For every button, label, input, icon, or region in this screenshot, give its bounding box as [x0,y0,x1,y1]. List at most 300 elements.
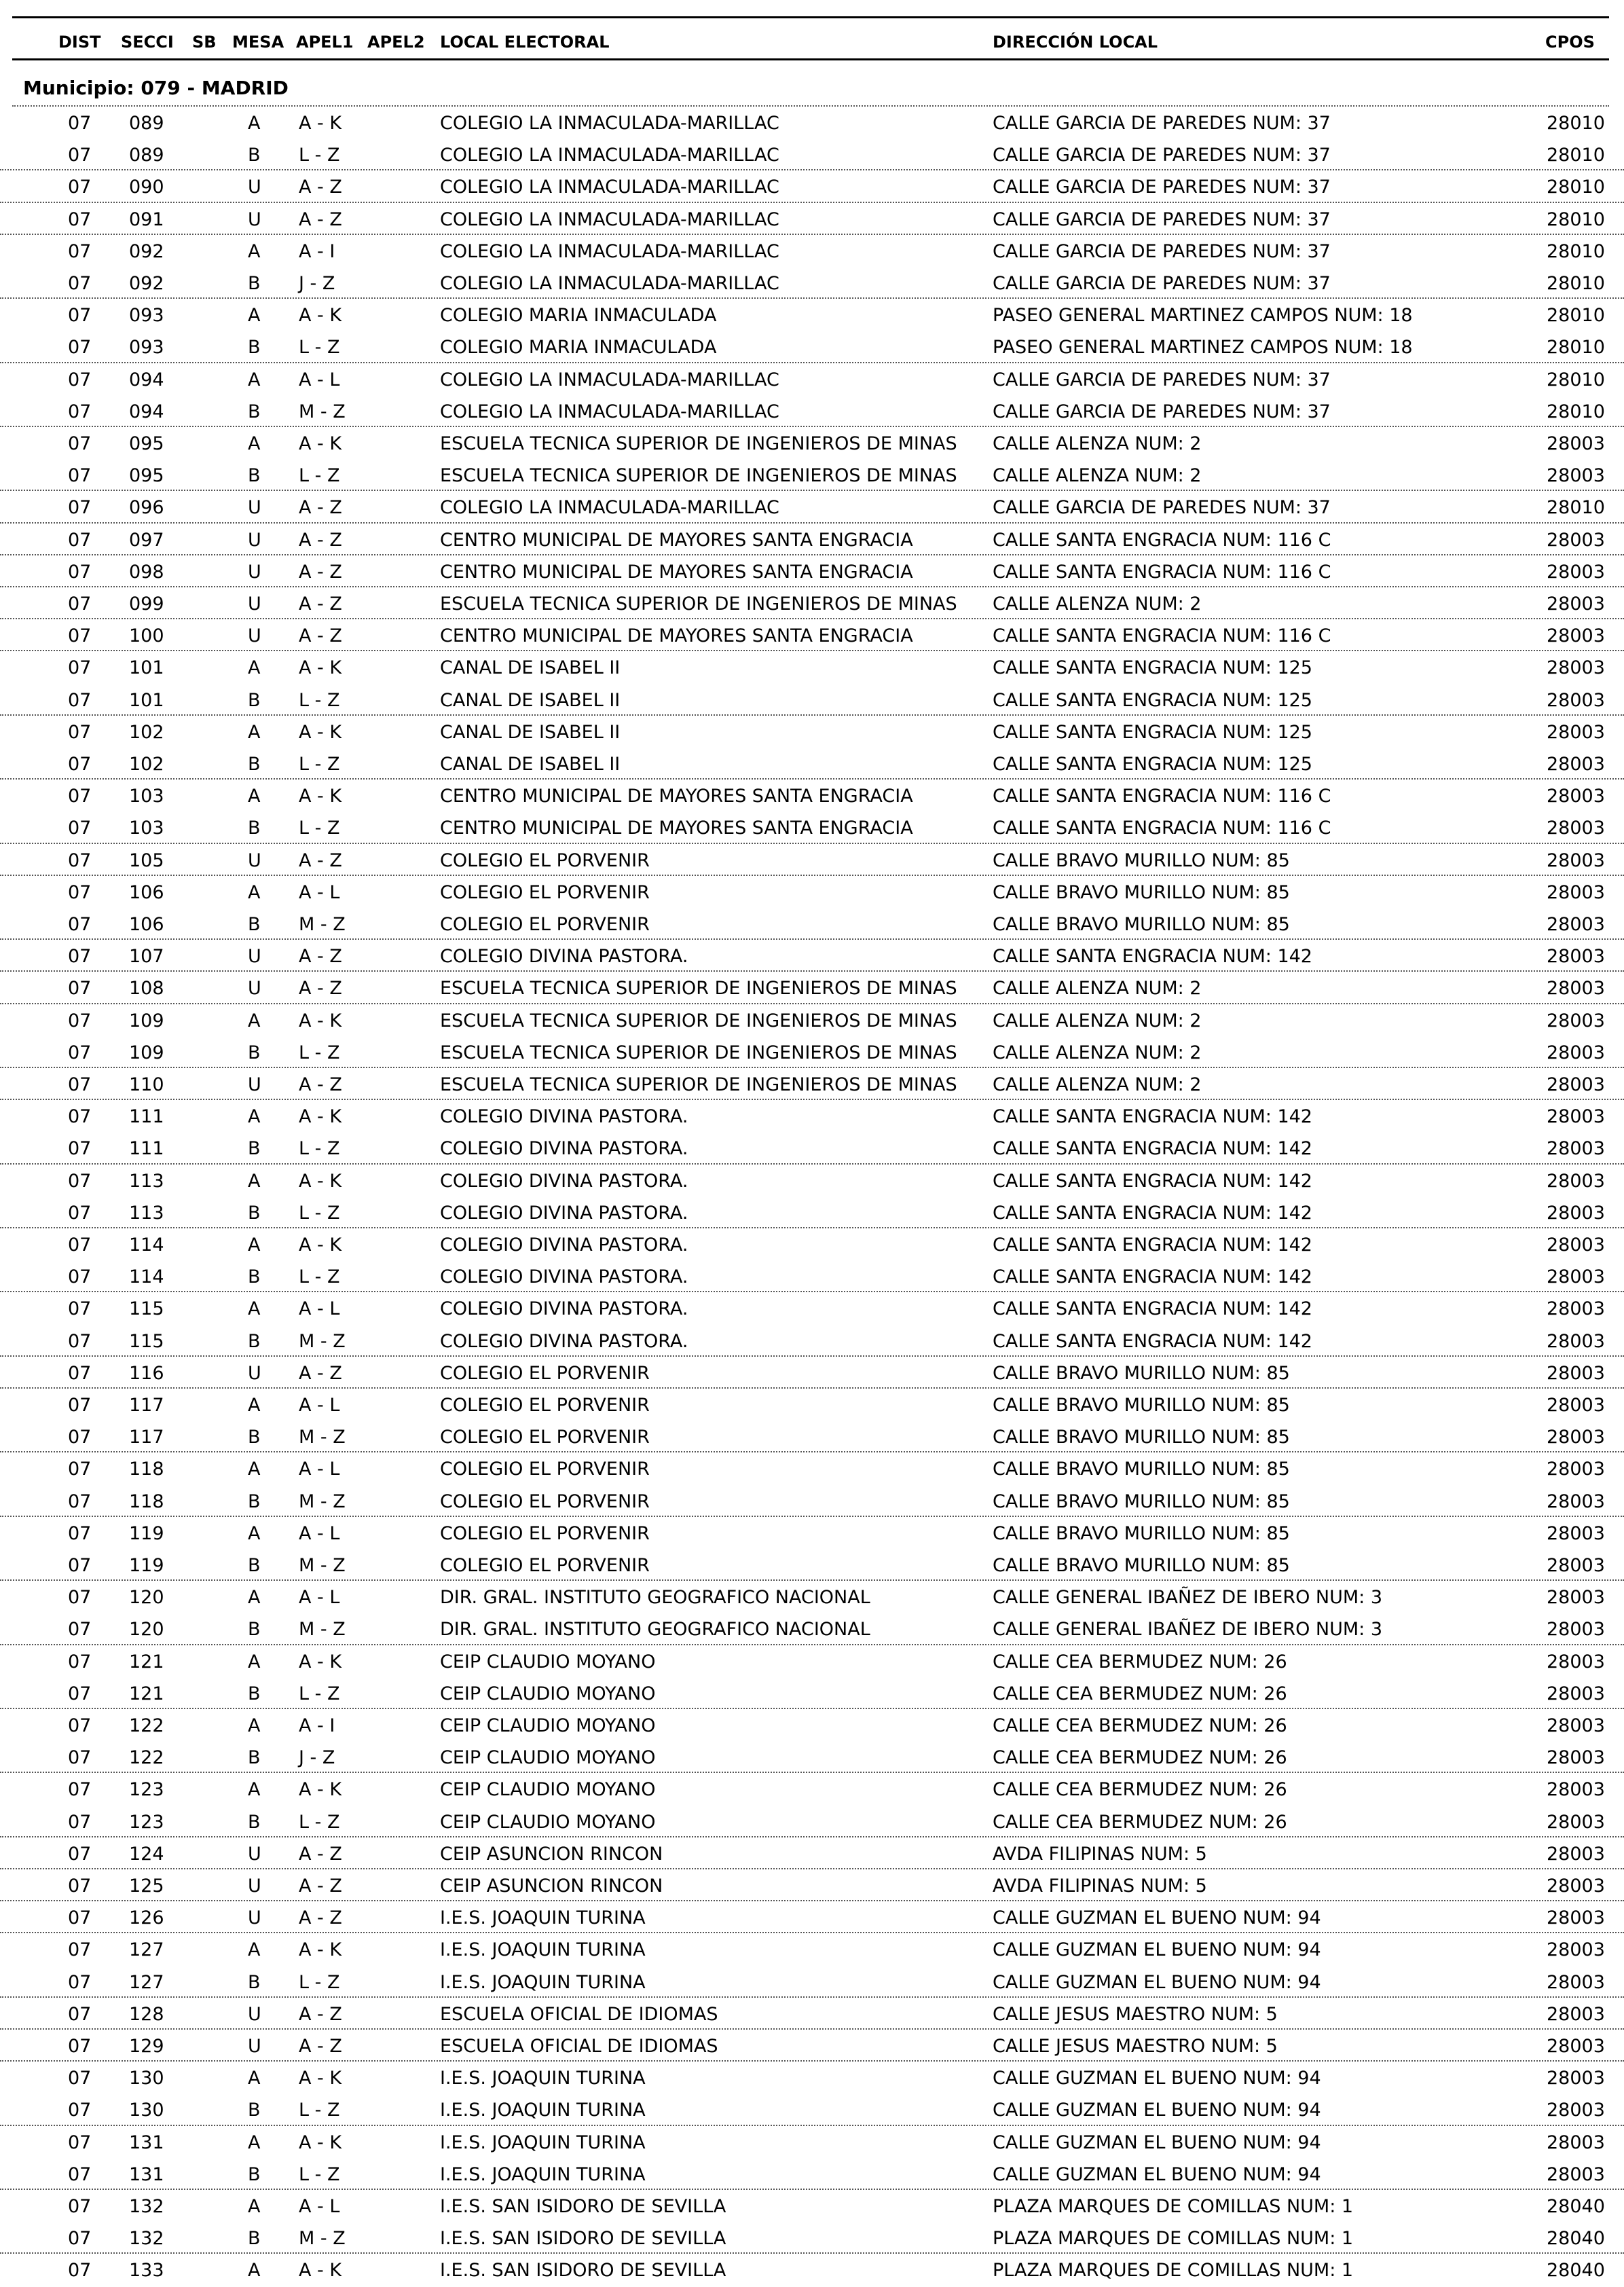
mesa-cell: L - Z [299,689,340,711]
dist-cell: 07 [68,1522,92,1544]
direccion-cell: CALLE BRAVO MURILLO NUM: 85 [993,1522,1290,1544]
mesa-cell: M - Z [299,1490,346,1512]
mesa-cell: L - Z [299,337,340,359]
cpos-cell: 28003 [1547,593,1605,615]
mesa-cell: A - Z [299,946,342,968]
dist-cell: 07 [68,2228,92,2250]
table-row [0,908,1624,940]
secci-cell: 094 [129,369,164,390]
cpos-cell: 28010 [1547,145,1605,166]
mesa-cell: A - L [299,1298,340,1320]
cpos-cell: 28003 [1547,529,1605,551]
direccion-cell: CALLE GUZMAN EL BUENO NUM: 94 [993,2132,1321,2153]
cpos-cell: 28003 [1547,1106,1605,1128]
table-row [0,1165,1624,1196]
local-electoral-cell: COLEGIO EL PORVENIR [440,1427,650,1448]
table-row [0,1901,1624,1933]
direccion-cell: CALLE GARCIA DE PAREDES NUM: 37 [993,208,1331,230]
sb-cell: A [248,1939,261,1961]
sb-cell: A [248,2260,261,2282]
cpos-cell: 28003 [1547,786,1605,807]
dist-cell: 07 [68,849,92,871]
table-row [0,299,1624,331]
secci-cell: 111 [129,1106,164,1128]
direccion-cell: CALLE BRAVO MURILLO NUM: 85 [993,1362,1290,1384]
cpos-cell: 28003 [1547,1362,1605,1384]
direccion-cell: CALLE BRAVO MURILLO NUM: 85 [993,1427,1290,1448]
direccion-cell: CALLE ALENZA NUM: 2 [993,978,1202,1000]
secci-cell: 130 [129,2100,164,2121]
table-row [0,427,1624,459]
table-row [0,651,1624,683]
dist-cell: 07 [68,369,92,390]
secci-cell: 111 [129,1138,164,1160]
secci-cell: 132 [129,2228,164,2250]
local-electoral-cell: COLEGIO EL PORVENIR [440,1459,650,1480]
cpos-cell: 28003 [1547,1074,1605,1095]
table-row [0,1966,1624,1998]
sb-cell: B [248,1971,261,1993]
table-row [0,491,1624,523]
direccion-cell: AVDA FILIPINAS NUM: 5 [993,1876,1207,1897]
local-electoral-cell: I.E.S. JOAQUIN TURINA [440,2100,646,2121]
mesa-cell: A - K [299,1779,342,1801]
dist-cell: 07 [68,2036,92,2057]
table-row [0,1325,1624,1357]
dist-cell: 07 [68,273,92,294]
direccion-cell: CALLE SANTA ENGRACIA NUM: 116 C [993,625,1331,647]
direccion-cell: CALLE CEA BERMUDEZ NUM: 26 [993,1715,1287,1736]
secci-cell: 123 [129,1811,164,1833]
cpos-cell: 28003 [1547,1651,1605,1672]
dist-cell: 07 [68,208,92,230]
table-row [0,2222,1624,2254]
cpos-cell: 28003 [1547,1843,1605,1865]
mesa-cell: A - K [299,305,342,327]
direccion-cell: CALLE SANTA ENGRACIA NUM: 125 [993,754,1312,775]
direccion-cell: CALLE SANTA ENGRACIA NUM: 142 [993,1330,1312,1352]
dist-cell: 07 [68,1651,92,1672]
secci-cell: 091 [129,208,164,230]
table-row [0,619,1624,651]
mesa-cell: A - Z [299,1843,342,1865]
sb-cell: U [248,208,261,230]
local-electoral-cell: COLEGIO LA INMACULADA-MARILLAC [440,273,779,294]
cpos-cell: 28003 [1547,625,1605,647]
mesa-cell: A - Z [299,1362,342,1384]
mesa-cell: L - Z [299,465,340,487]
dist-cell: 07 [68,1106,92,1128]
secci-cell: 096 [129,497,164,519]
table-row [0,1677,1624,1709]
dist-cell: 07 [68,2260,92,2282]
local-electoral-cell: COLEGIO LA INMACULADA-MARILLAC [440,113,779,134]
cpos-cell: 28010 [1547,401,1605,422]
direccion-cell: CALLE CEA BERMUDEZ NUM: 26 [993,1747,1287,1769]
table-row [0,2158,1624,2190]
sb-cell: B [248,1427,261,1448]
secci-cell: 114 [129,1266,164,1288]
sb-cell: B [248,1490,261,1512]
direccion-cell: CALLE ALENZA NUM: 2 [993,1074,1202,1095]
mesa-cell: L - Z [299,1683,340,1704]
local-electoral-cell: COLEGIO DIVINA PASTORA. [440,1234,688,1256]
local-electoral-cell: COLEGIO LA INMACULADA-MARILLAC [440,145,779,166]
direccion-cell: CALLE GARCIA DE PAREDES NUM: 37 [993,497,1331,519]
dist-cell: 07 [68,1939,92,1961]
table-row [0,811,1624,843]
dist-cell: 07 [68,2068,92,2089]
direccion-cell: CALLE SANTA ENGRACIA NUM: 142 [993,1138,1312,1160]
dist-cell: 07 [68,1074,92,1095]
cpos-cell: 28003 [1547,1138,1605,1160]
direccion-cell: CALLE SANTA ENGRACIA NUM: 116 C [993,786,1331,807]
dist-cell: 07 [68,1362,92,1384]
local-electoral-cell: I.E.S. JOAQUIN TURINA [440,2163,646,2185]
sb-cell: U [248,946,261,968]
secci-cell: 124 [129,1843,164,1865]
direccion-cell: CALLE SANTA ENGRACIA NUM: 125 [993,689,1312,711]
mesa-cell: A - K [299,113,342,134]
dist-cell: 07 [68,1907,92,1929]
table-row [0,1421,1624,1452]
secci-cell: 118 [129,1490,164,1512]
table-row [0,684,1624,716]
cpos-cell: 28003 [1547,1522,1605,1544]
table-row [0,1806,1624,1837]
local-electoral-cell: COLEGIO DIVINA PASTORA. [440,1170,688,1192]
cpos-cell: 28003 [1547,1459,1605,1480]
local-electoral-cell: I.E.S. SAN ISIDORO DE SEVILLA [440,2260,726,2282]
table-row [0,1485,1624,1517]
cpos-cell: 28003 [1547,818,1605,839]
secci-cell: 095 [129,433,164,454]
table-row [0,1645,1624,1677]
cpos-cell: 28010 [1547,305,1605,327]
table-row [0,170,1624,202]
sb-cell: B [248,1619,261,1641]
direccion-cell: PLAZA MARQUES DE COMILLAS NUM: 1 [993,2260,1354,2282]
municipio-title: Municipio: 079 - MADRID [23,77,289,99]
sb-cell: B [248,1811,261,1833]
cpos-cell: 28010 [1547,208,1605,230]
table-row [0,395,1624,427]
secci-cell: 092 [129,240,164,262]
dist-cell: 07 [68,2132,92,2153]
mesa-cell: A - K [299,1010,342,1031]
table-row [0,203,1624,235]
sb-cell: U [248,1907,261,1929]
dist-cell: 07 [68,113,92,134]
mesa-cell: A - K [299,1170,342,1192]
dist-cell: 07 [68,1042,92,1063]
local-electoral-cell: CENTRO MUNICIPAL DE MAYORES SANTA ENGRACIA [440,786,913,807]
mesa-cell: A - L [299,1587,340,1609]
direccion-cell: CALLE BRAVO MURILLO NUM: 85 [993,881,1290,903]
cpos-cell: 28003 [1547,1811,1605,1833]
dist-cell: 07 [68,1138,92,1160]
mesa-cell: A - L [299,1395,340,1416]
local-electoral-cell: I.E.S. JOAQUIN TURINA [440,1971,646,1993]
secci-cell: 118 [129,1459,164,1480]
local-electoral-cell: I.E.S. JOAQUIN TURINA [440,2132,646,2153]
mesa-cell: M - Z [299,1427,346,1448]
secci-cell: 090 [129,177,164,198]
secci-cell: 127 [129,1939,164,1961]
direccion-cell: CALLE GARCIA DE PAREDES NUM: 37 [993,145,1331,166]
local-electoral-cell: CEIP CLAUDIO MOYANO [440,1811,656,1833]
cpos-cell: 28003 [1547,561,1605,583]
direccion-cell: CALLE SANTA ENGRACIA NUM: 125 [993,721,1312,743]
sb-cell: B [248,2228,261,2250]
cpos-cell: 28003 [1547,1234,1605,1256]
header-dist: DIST [58,33,101,52]
table-row [0,972,1624,1004]
mesa-cell: A - Z [299,978,342,1000]
secci-cell: 105 [129,849,164,871]
secci-cell: 120 [129,1587,164,1609]
direccion-cell: CALLE GARCIA DE PAREDES NUM: 37 [993,113,1331,134]
direccion-cell: CALLE GARCIA DE PAREDES NUM: 37 [993,273,1331,294]
sb-cell: B [248,754,261,775]
cpos-cell: 28003 [1547,1042,1605,1063]
local-electoral-cell: COLEGIO DIVINA PASTORA. [440,1330,688,1352]
dist-cell: 07 [68,529,92,551]
sb-cell: U [248,2003,261,2025]
sb-cell: U [248,2036,261,2057]
local-electoral-cell: COLEGIO DIVINA PASTORA. [440,1266,688,1288]
secci-cell: 110 [129,1074,164,1095]
dist-cell: 07 [68,561,92,583]
local-electoral-cell: I.E.S. JOAQUIN TURINA [440,1939,646,1961]
direccion-cell: CALLE BRAVO MURILLO NUM: 85 [993,1490,1290,1512]
table-row [0,331,1624,363]
secci-cell: 099 [129,593,164,615]
mesa-cell: A - K [299,1234,342,1256]
cpos-cell: 28003 [1547,1555,1605,1576]
mesa-cell: A - Z [299,529,342,551]
direccion-cell: CALLE BRAVO MURILLO NUM: 85 [993,1459,1290,1480]
table-row [0,1357,1624,1389]
direccion-cell: CALLE GUZMAN EL BUENO NUM: 94 [993,2100,1321,2121]
mesa-cell: A - Z [299,208,342,230]
dist-cell: 07 [68,2100,92,2121]
direccion-cell: CALLE CEA BERMUDEZ NUM: 26 [993,1651,1287,1672]
secci-cell: 102 [129,721,164,743]
direccion-cell: CALLE GENERAL IBAÑEZ DE IBERO NUM: 3 [993,1587,1383,1609]
local-electoral-cell: CENTRO MUNICIPAL DE MAYORES SANTA ENGRACIA [440,561,913,583]
mesa-cell: A - Z [299,177,342,198]
table-row [0,940,1624,972]
sb-cell: A [248,881,261,903]
mesa-cell: M - Z [299,1619,346,1641]
cpos-cell: 28003 [1547,914,1605,935]
cpos-cell: 28003 [1547,1971,1605,1993]
secci-cell: 117 [129,1427,164,1448]
local-electoral-cell: COLEGIO EL PORVENIR [440,914,650,935]
secci-cell: 100 [129,625,164,647]
secci-cell: 103 [129,818,164,839]
secci-cell: 089 [129,113,164,134]
table-row [0,235,1624,267]
direccion-cell: CALLE SANTA ENGRACIA NUM: 142 [993,1266,1312,1288]
secci-cell: 133 [129,2260,164,2282]
mesa-cell: A - Z [299,1074,342,1095]
secci-cell: 101 [129,657,164,679]
sb-cell: B [248,1747,261,1769]
sb-cell: B [248,337,261,359]
local-electoral-cell: I.E.S. SAN ISIDORO DE SEVILLA [440,2196,726,2217]
direccion-cell: CALLE SANTA ENGRACIA NUM: 116 C [993,529,1331,551]
local-electoral-cell: COLEGIO DIVINA PASTORA. [440,1106,688,1128]
sb-cell: B [248,1138,261,1160]
dist-cell: 07 [68,1010,92,1031]
mesa-cell: A - K [299,721,342,743]
secci-cell: 089 [129,145,164,166]
local-electoral-cell: COLEGIO EL PORVENIR [440,1395,650,1416]
dist-cell: 07 [68,240,92,262]
cpos-cell: 28003 [1547,1876,1605,1897]
dist-cell: 07 [68,881,92,903]
secci-cell: 093 [129,337,164,359]
table-row [0,1389,1624,1421]
header-secci: SECCI [121,33,174,52]
dist-cell: 07 [68,1490,92,1512]
cpos-cell: 28003 [1547,1683,1605,1704]
mesa-cell: M - Z [299,914,346,935]
mesa-cell: L - Z [299,2163,340,2185]
mesa-cell: L - Z [299,1202,340,1224]
local-electoral-cell: ESCUELA TECNICA SUPERIOR DE INGENIEROS DE MINAS [440,1042,957,1063]
local-electoral-cell: COLEGIO LA INMACULADA-MARILLAC [440,177,779,198]
local-electoral-cell: I.E.S. JOAQUIN TURINA [440,2068,646,2089]
sb-cell: U [248,978,261,1000]
sb-cell: A [248,1170,261,1192]
dist-cell: 07 [68,1619,92,1641]
dist-cell: 07 [68,1876,92,1897]
local-electoral-cell: CEIP CLAUDIO MOYANO [440,1747,656,1769]
cpos-cell: 28003 [1547,1010,1605,1031]
table-row [0,1998,1624,2030]
direccion-cell: CALLE GUZMAN EL BUENO NUM: 94 [993,1939,1321,1961]
table-row [0,780,1624,811]
cpos-cell: 28010 [1547,369,1605,390]
direccion-cell: CALLE SANTA ENGRACIA NUM: 142 [993,1298,1312,1320]
dist-cell: 07 [68,465,92,487]
cpos-cell: 28003 [1547,849,1605,871]
direccion-cell: CALLE SANTA ENGRACIA NUM: 142 [993,1234,1312,1256]
table-row [0,267,1624,299]
secci-cell: 113 [129,1170,164,1192]
dist-cell: 07 [68,1170,92,1192]
local-electoral-cell: ESCUELA OFICIAL DE IDIOMAS [440,2003,718,2025]
direccion-cell: CALLE GARCIA DE PAREDES NUM: 37 [993,177,1331,198]
local-electoral-cell: DIR. GRAL. INSTITUTO GEOGRAFICO NACIONAL [440,1587,870,1609]
table-row [0,363,1624,395]
direccion-cell: CALLE ALENZA NUM: 2 [993,593,1202,615]
direccion-cell: CALLE GARCIA DE PAREDES NUM: 37 [993,401,1331,422]
secci-cell: 128 [129,2003,164,2025]
mesa-cell: L - Z [299,818,340,839]
table-row [0,1549,1624,1581]
sb-cell: B [248,818,261,839]
local-electoral-cell: CEIP CLAUDIO MOYANO [440,1683,656,1704]
secci-cell: 126 [129,1907,164,1929]
cpos-cell: 28003 [1547,657,1605,679]
mesa-cell: L - Z [299,1138,340,1160]
mesa-cell: L - Z [299,1811,340,1833]
cpos-cell: 28003 [1547,2100,1605,2121]
direccion-cell: PASEO GENERAL MARTINEZ CAMPOS NUM: 18 [993,305,1413,327]
secci-cell: 101 [129,689,164,711]
secci-cell: 131 [129,2163,164,2185]
dist-cell: 07 [68,625,92,647]
dist-cell: 07 [68,2196,92,2217]
header-mesa: MESA [232,33,284,52]
cpos-cell: 28003 [1547,465,1605,487]
table-row [0,748,1624,780]
sb-cell: B [248,401,261,422]
sb-cell: B [248,145,261,166]
mesa-cell: M - Z [299,401,346,422]
dist-cell: 07 [68,914,92,935]
sb-cell: U [248,529,261,551]
sb-cell: U [248,849,261,871]
dist-cell: 07 [68,2003,92,2025]
table-row [0,1869,1624,1901]
local-electoral-cell: COLEGIO DIVINA PASTORA. [440,1298,688,1320]
dist-cell: 07 [68,1234,92,1256]
sb-cell: A [248,1587,261,1609]
table-row [0,876,1624,908]
cpos-cell: 28010 [1547,113,1605,134]
local-electoral-cell: ESCUELA TECNICA SUPERIOR DE INGENIEROS DE MINAS [440,978,957,1000]
secci-cell: 106 [129,881,164,903]
dist-cell: 07 [68,1779,92,1801]
cpos-cell: 28003 [1547,2163,1605,2185]
sb-cell: B [248,1555,261,1576]
local-electoral-cell: CENTRO MUNICIPAL DE MAYORES SANTA ENGRACIA [440,529,913,551]
cpos-cell: 28003 [1547,1427,1605,1448]
mesa-cell: J - Z [299,1747,335,1769]
secci-cell: 093 [129,305,164,327]
sb-cell: A [248,1779,261,1801]
mesa-cell: A - Z [299,849,342,871]
dist-cell: 07 [68,1715,92,1736]
local-electoral-cell: ESCUELA TECNICA SUPERIOR DE INGENIEROS DE MINAS [440,593,957,615]
mesa-cell: A - K [299,2260,342,2282]
mesa-cell: A - K [299,2068,342,2089]
cpos-cell: 28010 [1547,240,1605,262]
local-electoral-cell: ESCUELA TECNICA SUPERIOR DE INGENIEROS DE MINAS [440,1010,957,1031]
cpos-cell: 28003 [1547,946,1605,968]
direccion-cell: PLAZA MARQUES DE COMILLAS NUM: 1 [993,2228,1354,2250]
dist-cell: 07 [68,177,92,198]
sb-cell: A [248,1010,261,1031]
local-electoral-cell: COLEGIO LA INMACULADA-MARILLAC [440,208,779,230]
dist-cell: 07 [68,1683,92,1704]
direccion-cell: CALLE BRAVO MURILLO NUM: 85 [993,914,1290,935]
secci-cell: 109 [129,1010,164,1031]
sb-cell: B [248,1683,261,1704]
cpos-cell: 28010 [1547,273,1605,294]
table-row [0,139,1624,170]
cpos-cell: 28003 [1547,1939,1605,1961]
local-electoral-cell: I.E.S. SAN ISIDORO DE SEVILLA [440,2228,726,2250]
mesa-cell: A - Z [299,497,342,519]
dist-cell: 07 [68,818,92,839]
dist-cell: 07 [68,754,92,775]
